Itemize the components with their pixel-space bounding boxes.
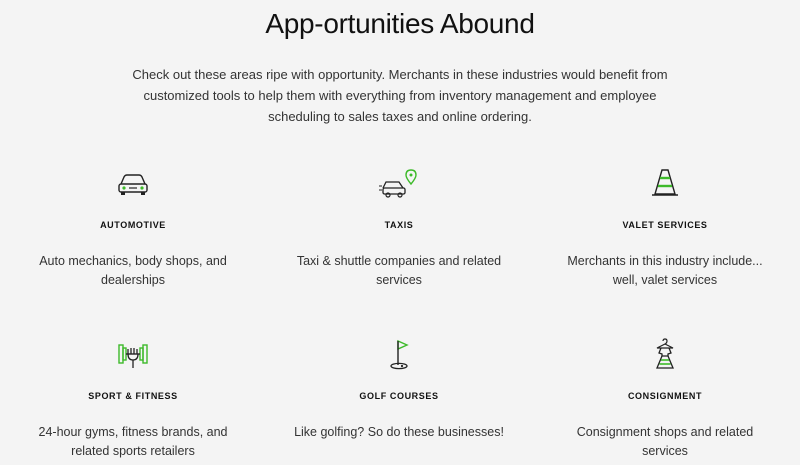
industry-card-sport-fitness bbox=[0, 337, 266, 461]
industry-label: CONSIGNMENT bbox=[627, 391, 703, 401]
industry-label: TAXIS bbox=[384, 220, 414, 230]
industry-card-valet bbox=[532, 166, 798, 290]
industry-card-golf-courses bbox=[266, 337, 532, 442]
golf-flag-icon bbox=[379, 337, 419, 371]
industry-description: Consignment shops and related services bbox=[576, 425, 754, 458]
industry-description: 24-hour gyms, fitness brands, and related sports retailers bbox=[38, 425, 228, 458]
industry-label: VALET SERVICES bbox=[622, 220, 708, 230]
industry-label: SPORT & FITNESS bbox=[88, 391, 178, 401]
taxi-location-icon bbox=[379, 166, 419, 200]
page-title: App-ortunities Abound bbox=[265, 8, 535, 39]
dumbbell-icon bbox=[113, 337, 153, 371]
industry-description: Merchants in this industry include... well, valet services bbox=[567, 254, 763, 287]
car-icon bbox=[113, 166, 153, 200]
intro-text: Check out these areas ripe with opportunity. Merchants in these industries would benefit from customized tools to help them with everything from inventory management and employee scheduling to sales taxes and online ordering. bbox=[132, 67, 668, 124]
industry-description: Like golfing? So do these businesses! bbox=[294, 425, 504, 439]
industry-label: GOLF COURSES bbox=[359, 391, 439, 401]
traffic-cone-icon bbox=[645, 166, 685, 200]
industry-description: Auto mechanics, body shops, and dealerships bbox=[39, 254, 227, 287]
industry-label: AUTOMOTIVE bbox=[100, 220, 166, 230]
industry-card-automotive bbox=[0, 166, 266, 290]
dress-hanger-icon bbox=[645, 337, 685, 371]
industry-description: Taxi & shuttle companies and related services bbox=[296, 254, 502, 287]
industry-card-taxis bbox=[266, 166, 532, 290]
industry-card-consignment bbox=[532, 337, 798, 461]
